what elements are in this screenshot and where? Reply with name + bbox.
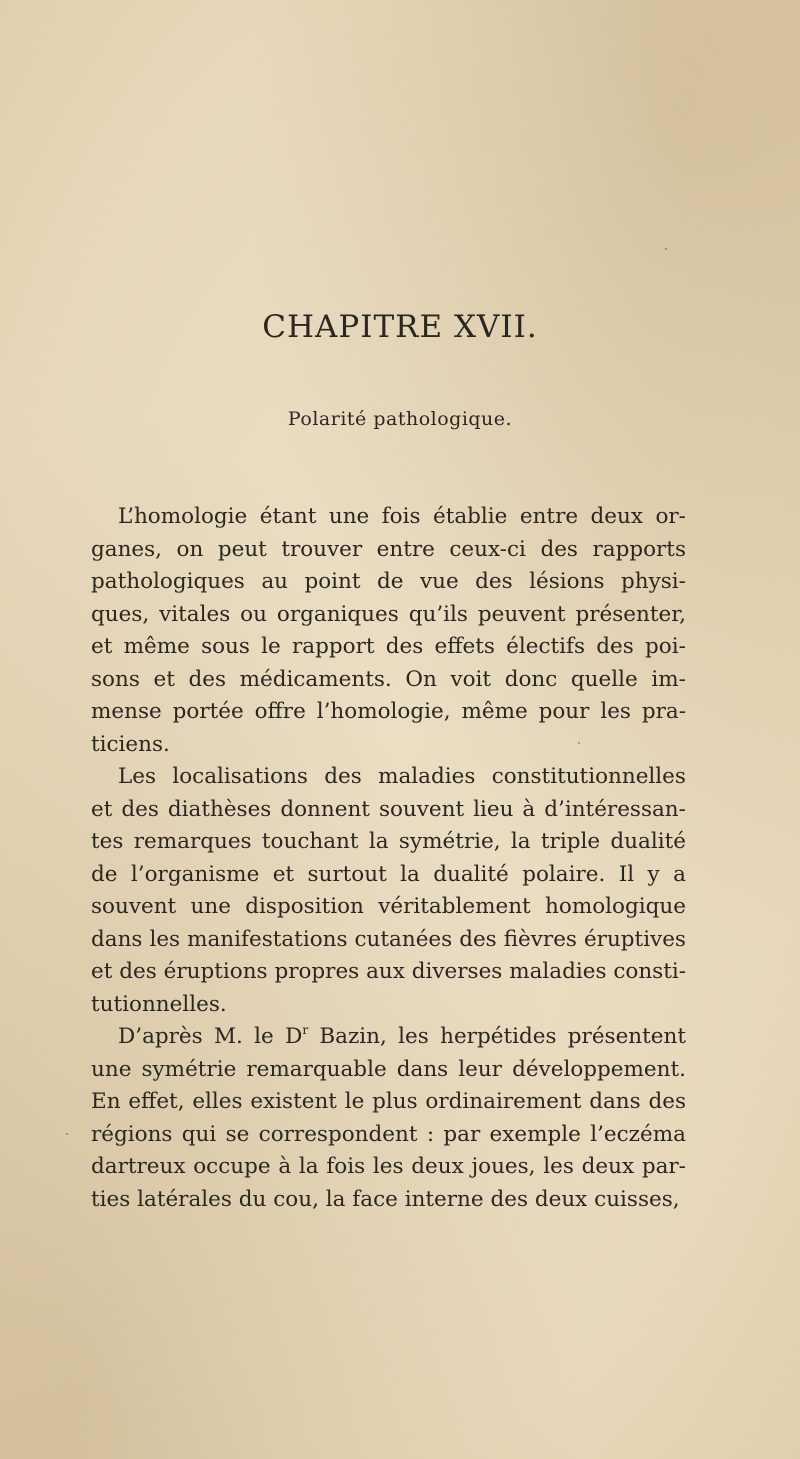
text-line: et des diathèses donnent souvent lieu à d’intéressan- [91,796,686,822]
chapter-heading: CHAPITRE XVII. [262,309,538,345]
text-line: régions qui se correspondent : par exemple l’eczéma [91,1121,686,1147]
text-line: et des éruptions propres aux diverses maladies consti- [91,959,686,984]
text-line: ticiens. [91,731,170,757]
text-line: ties latérales du cou, la face interne des deux cuisses, [91,1186,680,1212]
text-line: D’après M. le $D^r$ Bazin, les herpétides présentent [118,1023,686,1049]
text-line: tutionnelles. [91,991,227,1017]
body-text [91,501,686,1216]
text-line: En effet, elles existent le plus ordinairement dans des [91,1089,686,1114]
ink-speck [578,742,580,744]
text-line: une symétrie remarquable dans leur développement. [91,1056,686,1082]
text-line: L’homologie étant une fois établie entre deux or- [118,504,686,529]
paragraph [91,1021,686,1216]
text-line: souvent une disposition véritablement homologique [91,894,686,919]
text-line: dans les manifestations cutanées des fièvres éruptives [91,926,686,952]
ink-speck [665,248,667,250]
text-line: et même sous le rapport des effets électifs des poi- [91,634,686,659]
text-line: ques, vitales ou organiques qu’ils peuvent présenter, [91,601,686,627]
paragraph [91,501,686,761]
text-line: dartreux occupe à la fois les deux joues, les deux par- [91,1154,686,1179]
text-line: sons et des médicaments. On voit donc quelle im- [91,666,686,692]
text-line: ganes, on peut trouver entre ceux-ci des rapports [91,536,686,562]
ink-speck [66,1133,68,1135]
text-line: Les localisations des maladies constitutionnelles [118,764,686,789]
text-line: de l’organisme et surtout la dualité polaire. Il y a [91,861,686,887]
text-line: pathologiques au point de vue des lésions physi- [91,569,686,594]
text-line: mense portée offre l’homologie, même pour les pra- [91,699,686,724]
section-title: Polarité pathologique. [287,408,513,430]
paragraph [91,761,686,1021]
text-line: tes remarques touchant la symétrie, la triple dualité [91,829,686,854]
